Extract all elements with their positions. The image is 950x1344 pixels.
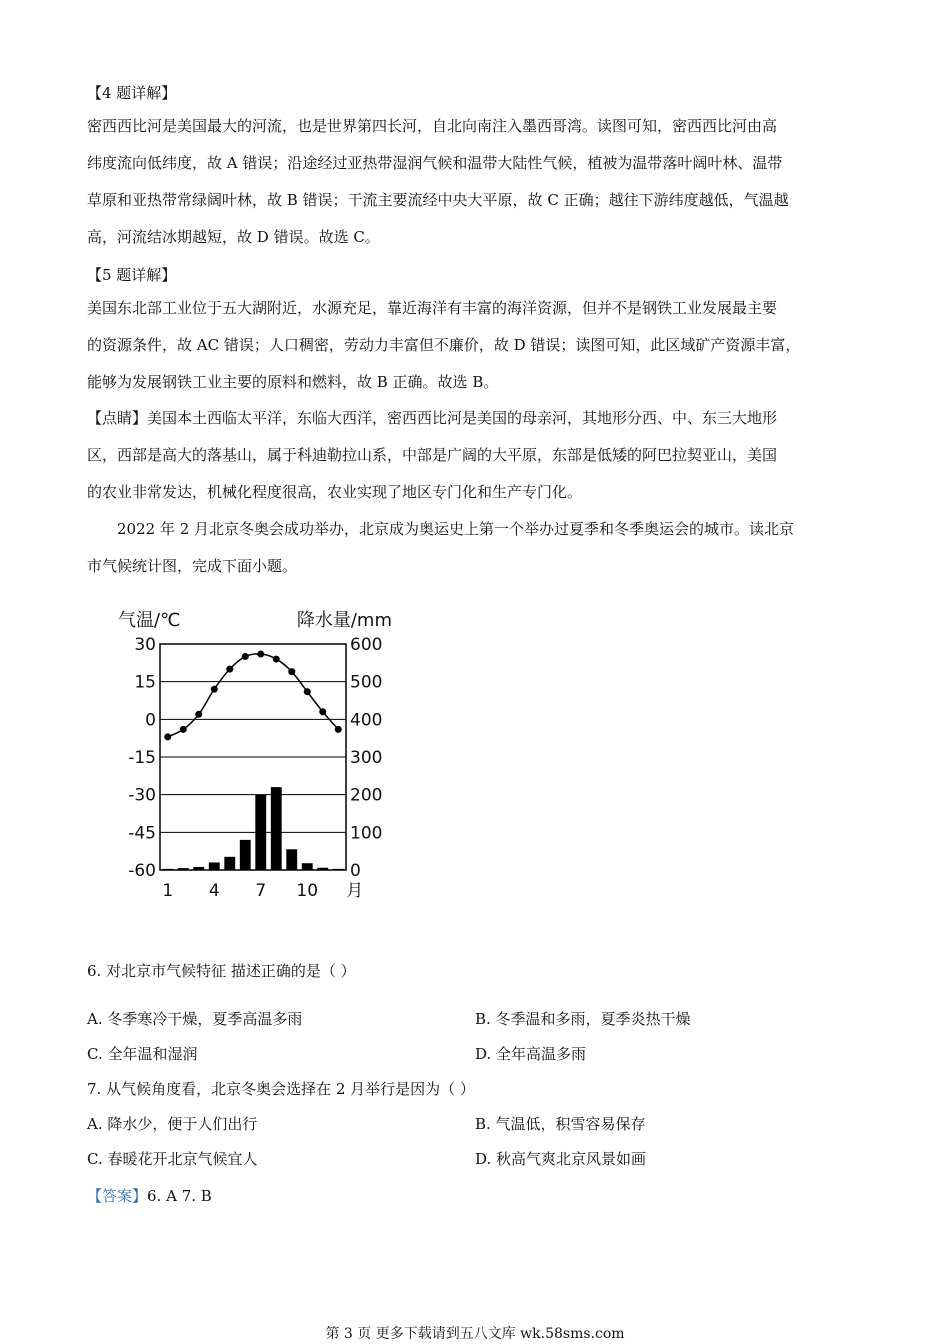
temp-tick-label: -60 xyxy=(128,861,156,881)
precipitation-bar xyxy=(224,857,235,870)
q4-line-4: 高，河流结冰期越短，故 D 错误。故选 C。 xyxy=(87,228,380,246)
precipitation-bars xyxy=(162,787,343,870)
q7-option-a[interactable]: A. 降水少，便于人们出行 xyxy=(87,1115,258,1133)
q5-explanation xyxy=(87,290,865,401)
q4-heading: 【4 题详解】 xyxy=(87,84,177,102)
month-tick-label: 1 xyxy=(162,881,174,901)
precipitation-bar xyxy=(302,863,313,870)
temp-tick-label: -30 xyxy=(128,785,156,806)
temperature-point xyxy=(180,726,187,733)
precipitation-bar xyxy=(209,862,220,870)
q5-heading: 【5 题详解】 xyxy=(87,266,177,284)
q7-option-d[interactable]: D. 秋高气爽北京风景如画 xyxy=(475,1150,647,1168)
q4-line-2: 纬度流向低纬度，故 A 错误；沿途经过亚热带湿润气候和温带大陆性气候，植被为温带落叶阔叶林、温带 xyxy=(87,154,783,172)
temp-tick-label: -15 xyxy=(128,748,156,768)
precipitation-bar xyxy=(193,867,204,870)
precip-tick-label: 500 xyxy=(350,672,383,693)
precip-tick-label: 400 xyxy=(350,710,383,731)
temp-tick-label: 15 xyxy=(134,672,156,693)
page-footer: 第 3 页 更多下载请到五八文库 wk.58sms.com xyxy=(325,1326,625,1342)
temperature-point xyxy=(304,688,311,695)
month-tick-label: 10 xyxy=(296,881,319,901)
temperature-point xyxy=(273,656,280,663)
precip-tick-label: 600 xyxy=(350,635,383,655)
precipitation-bar xyxy=(255,795,266,870)
intro-paragraph xyxy=(87,511,865,585)
precipitation-bar xyxy=(286,849,297,870)
q7-option-c[interactable]: C. 春暖花开北京气候宜人 xyxy=(87,1150,258,1168)
month-tick-label: 7 xyxy=(255,881,267,901)
beijing-climate-chart xyxy=(110,600,410,910)
temperature-point xyxy=(242,653,249,660)
intro-line-2: 市气候统计图，完成下面小题。 xyxy=(87,557,298,575)
q7-option-b[interactable]: B. 气温低，积雪容易保存 xyxy=(475,1115,646,1133)
q4-explanation xyxy=(87,108,865,256)
precip-tick-label: 100 xyxy=(350,823,383,844)
q4-line-3: 草原和亚热带常绿阔叶林，故 B 错误；干流主要流经中央大平原，故 C 正确；越往下游纬度越低，气温越 xyxy=(87,191,789,209)
q6-stem: 6. 对北京市气候特征 描述正确的是（ ） xyxy=(87,962,356,980)
precipitation-bar xyxy=(178,868,189,870)
answer-text: 6. A 7. B xyxy=(147,1187,212,1205)
precipitation-bar xyxy=(333,869,344,870)
temperature-point xyxy=(257,651,264,658)
q6-option-b[interactable]: B. 冬季温和多雨，夏季炎热干燥 xyxy=(475,1010,691,1028)
temperature-line xyxy=(164,651,342,741)
temperature-curve xyxy=(168,654,339,737)
q5-line-2: 的资源条件，故 AC 错误；人口稠密，劳动力丰富但不廉价，故 D 错误；读图可知，此区域矿产资源丰富， xyxy=(87,336,801,354)
precipitation-bar xyxy=(271,787,282,870)
tip-line-3: 的农业非常发达，机械化程度很高，农业实现了地区专门化和生产专门化。 xyxy=(87,483,583,501)
q5-line-3: 能够为发展钢铁工业主要的原料和燃料，故 B 正确。故选 B。 xyxy=(87,373,499,391)
temp-tick-label: 30 xyxy=(134,635,156,655)
precipitation-bar xyxy=(162,869,173,870)
temp-tick-label: -45 xyxy=(128,823,156,844)
right-axis-label: 降水量/mm xyxy=(296,610,392,631)
q7-stem: 7. 从气候角度看，北京冬奥会选择在 2 月举行是因为（ ） xyxy=(87,1080,475,1098)
q6-option-d[interactable]: D. 全年高温多雨 xyxy=(475,1045,587,1063)
tip-line-1: 【点睛】美国本土西临太平洋，东临大西洋，密西西比河是美国的母亲河，其地形分西、中、东三大地形 xyxy=(87,409,778,427)
chart-grid xyxy=(160,644,346,870)
precipitation-bar xyxy=(317,868,328,870)
month-tick-label: 4 xyxy=(208,881,220,901)
q6-option-a[interactable]: A. 冬季寒冷干燥，夏季高温多雨 xyxy=(87,1010,303,1028)
intro-line-1: 2022 年 2 月北京冬奥会成功举办，北京成为奥运史上第一个举办过夏季和冬季奥运会的城市。读北京 xyxy=(117,520,795,538)
temp-tick-label: 0 xyxy=(145,710,156,731)
x-axis-unit: 月 xyxy=(346,881,364,901)
precip-tick-label: 200 xyxy=(350,785,383,806)
temperature-point xyxy=(319,708,326,715)
precip-tick-label: 0 xyxy=(350,861,361,881)
temperature-point xyxy=(288,668,295,675)
temperature-point xyxy=(335,726,342,733)
precip-tick-label: 300 xyxy=(350,748,383,768)
temperature-point xyxy=(195,711,202,718)
tip-line-2: 区，西部是高大的落基山，属于科迪勒拉山系，中部是广阔的大平原，东部是低矮的阿巴拉契亚山，美国 xyxy=(87,446,778,464)
q6-option-c[interactable]: C. 全年温和湿润 xyxy=(87,1045,198,1063)
temperature-point xyxy=(226,666,233,673)
q5-line-1: 美国东北部工业位于五大湖附近，水源充足，靠近海洋有丰富的海洋资源，但并不是钢铁工业发展最主要 xyxy=(87,299,778,317)
left-axis-label: 气温/℃ xyxy=(118,610,181,631)
q4-line-1: 密西西比河是美国最大的河流，也是世界第四长河，自北向南注入墨西哥湾。读图可知，密西西比河由高 xyxy=(87,117,778,135)
temperature-point xyxy=(211,686,218,693)
answer-line xyxy=(87,1185,212,1207)
answer-tag: 【答案】 xyxy=(87,1187,148,1205)
tip-paragraph xyxy=(87,400,865,511)
temperature-point xyxy=(164,733,171,740)
precipitation-bar xyxy=(240,840,251,870)
